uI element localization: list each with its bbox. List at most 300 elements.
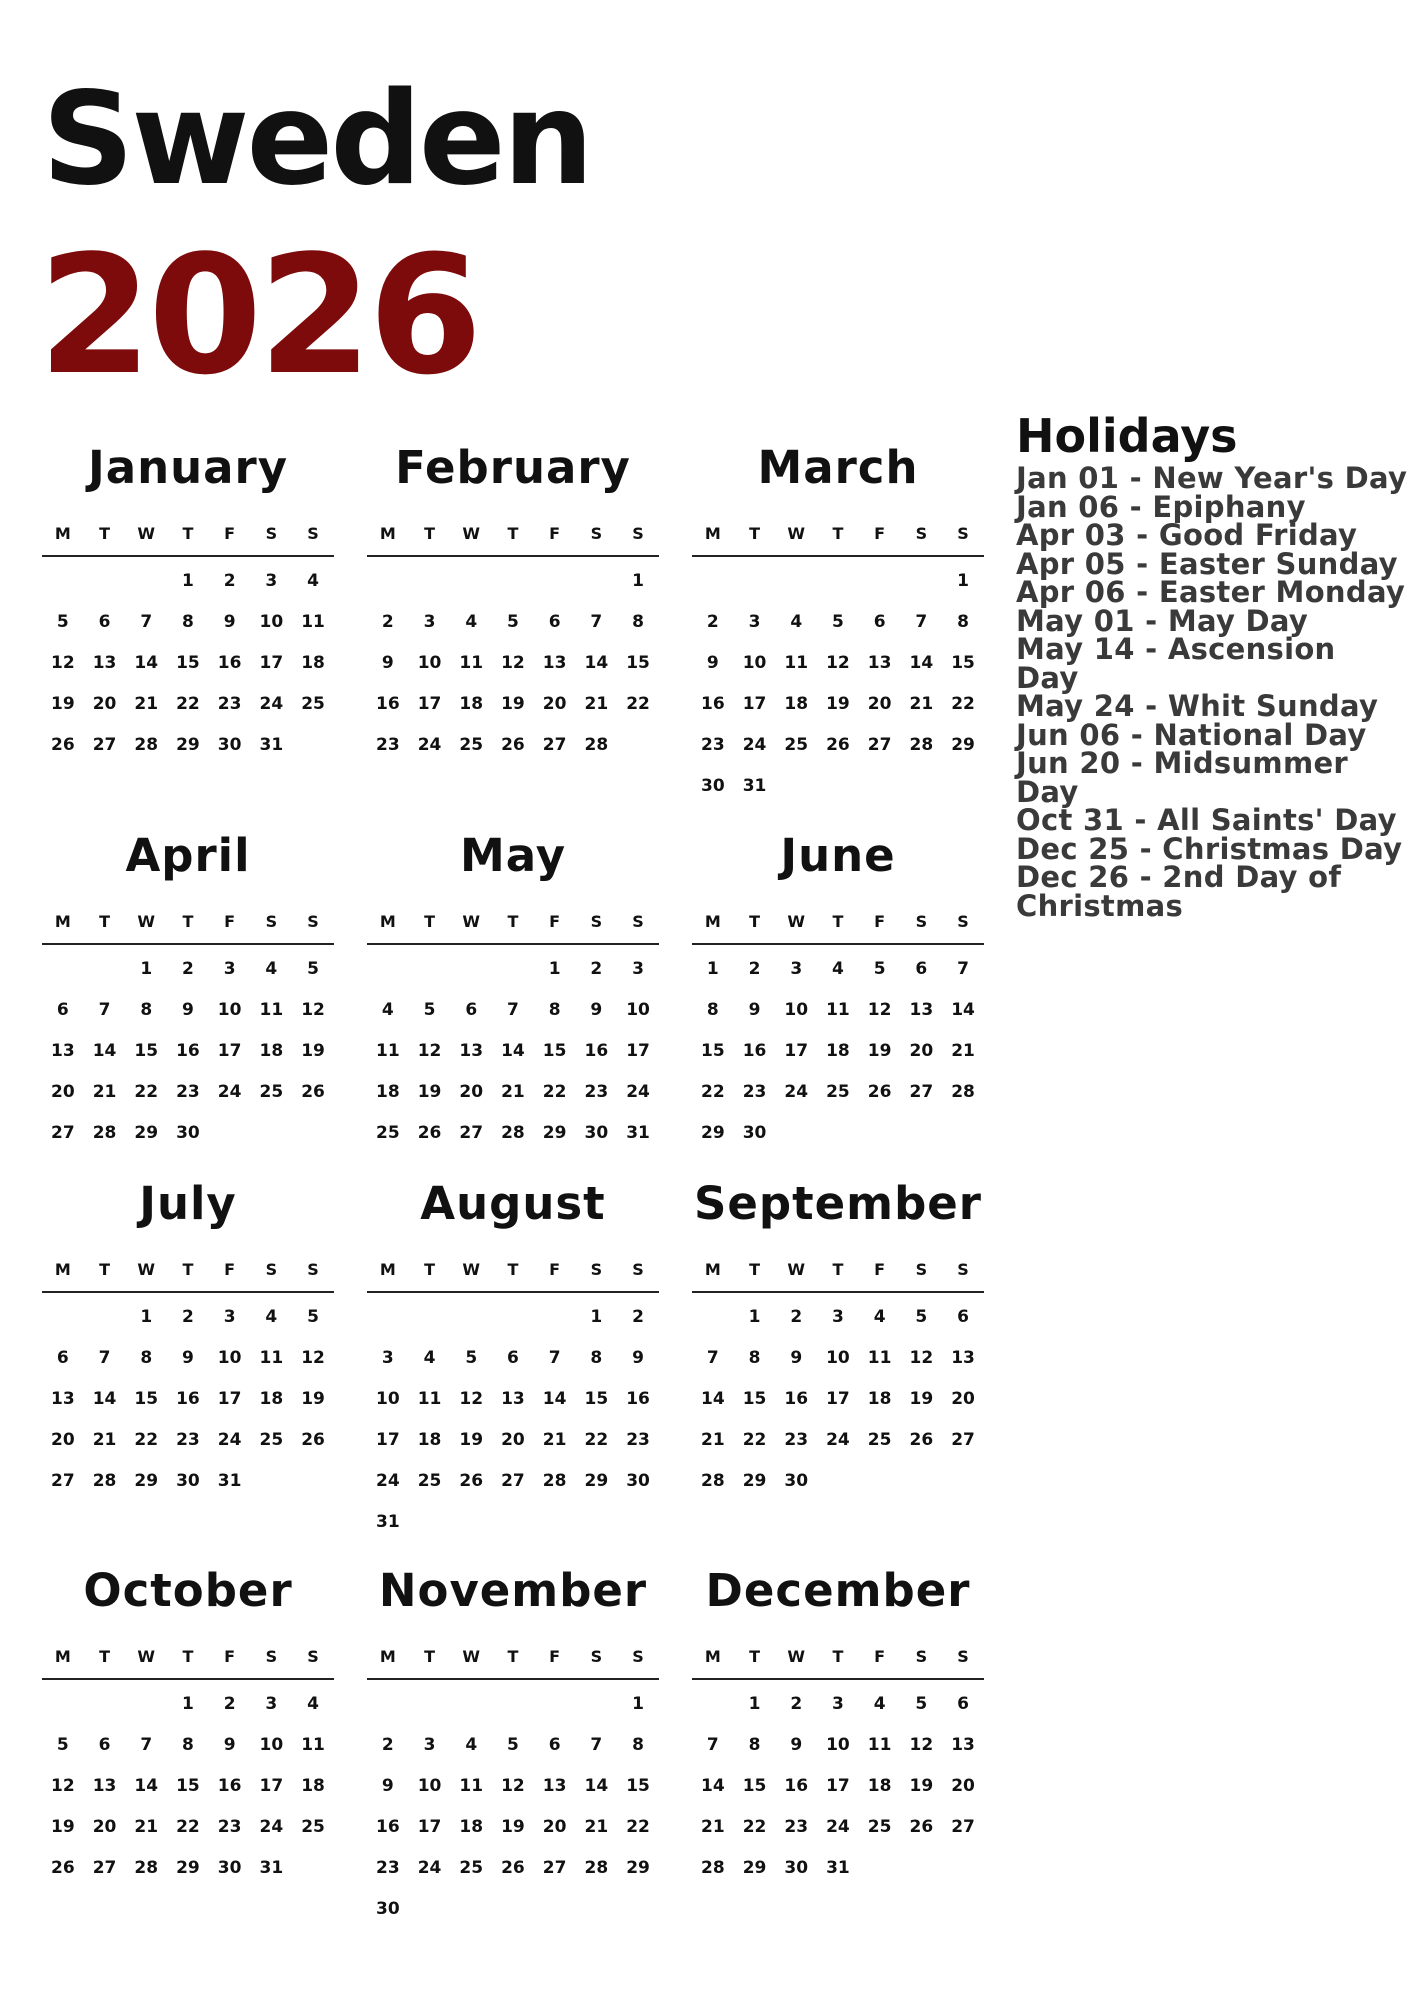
day-cell: 2 — [182, 959, 194, 979]
day-cell: 13 — [51, 1041, 75, 1061]
weekday-header — [367, 1642, 659, 1680]
weekday-label: T — [507, 912, 519, 931]
day-cell: 11 — [376, 1041, 400, 1061]
day-cell: 20 — [92, 694, 117, 714]
weekday-label: T — [832, 1647, 844, 1666]
day-cell: 25 — [459, 735, 484, 755]
month-days — [367, 1293, 659, 1543]
weekday-label: S — [307, 912, 319, 931]
day-cell: 5 — [832, 612, 844, 632]
day-cell: 26 — [301, 1082, 325, 1102]
day-cell: 21 — [701, 1430, 725, 1450]
weekday-label: S — [307, 1647, 319, 1666]
day-cell: 27 — [951, 1430, 975, 1450]
day-cell: 13 — [951, 1348, 975, 1368]
country-title: Sweden — [42, 65, 591, 214]
weekday-label: F — [549, 524, 561, 543]
holiday-list — [1016, 461, 1408, 923]
day-cell: 7 — [957, 959, 969, 979]
day-cell: 27 — [501, 1471, 525, 1491]
day-cell: 26 — [501, 735, 525, 755]
day-cell: 19 — [301, 1389, 325, 1409]
month-july — [42, 1176, 334, 1543]
weekday-label: F — [874, 524, 886, 543]
weekday-label: W — [137, 1260, 156, 1279]
day-cell: 3 — [265, 571, 278, 591]
weekday-label: T — [182, 524, 194, 543]
holiday-item: May 14 - Ascension Day — [1016, 632, 1336, 695]
weekday-label: S — [632, 1647, 644, 1666]
day-cell: 9 — [790, 1348, 803, 1368]
day-cell: 23 — [701, 735, 725, 755]
day-cell: 24 — [259, 694, 284, 714]
day-cell: 10 — [217, 1348, 242, 1368]
day-cell: 25 — [867, 1430, 892, 1450]
day-cell: 25 — [867, 1817, 892, 1837]
weekday-label: T — [507, 1647, 519, 1666]
day-cell: 28 — [701, 1858, 725, 1878]
day-cell: 4 — [423, 1348, 436, 1368]
day-cell: 6 — [465, 1000, 478, 1020]
day-cell: 18 — [784, 694, 809, 714]
day-cell: 29 — [134, 1471, 159, 1491]
day-cell: 4 — [873, 1307, 886, 1327]
day-cell: 24 — [826, 1817, 850, 1837]
day-cell: 28 — [92, 1123, 117, 1143]
day-cell: 2 — [748, 959, 761, 979]
day-cell: 21 — [134, 1817, 159, 1837]
day-cell: 21 — [951, 1041, 975, 1061]
holiday-item: Jun 20 - Midsummer Day — [1016, 746, 1349, 809]
day-cell: 6 — [915, 959, 928, 979]
day-cell: 13 — [909, 1000, 934, 1020]
day-cell: 20 — [459, 1082, 484, 1102]
day-cell: 1 — [548, 959, 561, 979]
month-june — [692, 828, 984, 1195]
weekday-label: W — [137, 912, 156, 931]
day-cell: 8 — [182, 1735, 194, 1755]
day-cell: 19 — [301, 1041, 325, 1061]
day-cell: 29 — [176, 1858, 200, 1878]
holiday-item: May 24 - Whit Sunday — [1016, 689, 1379, 723]
day-cell: 20 — [909, 1041, 934, 1061]
day-cell: 9 — [632, 1348, 644, 1368]
day-cell: 6 — [56, 1000, 69, 1020]
day-cell: 16 — [784, 1389, 809, 1409]
day-cell: 17 — [217, 1041, 242, 1061]
weekday-label: T — [99, 1647, 110, 1666]
day-cell: 30 — [217, 735, 242, 755]
day-cell: 20 — [867, 694, 892, 714]
day-cell: 6 — [873, 612, 886, 632]
day-cell: 30 — [784, 1858, 809, 1878]
day-cell: 29 — [951, 735, 975, 755]
month-days — [692, 1293, 984, 1543]
weekday-label: T — [424, 1647, 435, 1666]
day-cell: 23 — [217, 1817, 242, 1837]
day-cell: 30 — [742, 1123, 767, 1143]
weekday-label: M — [704, 912, 721, 931]
day-cell: 15 — [584, 1389, 609, 1409]
day-cell: 10 — [742, 653, 767, 673]
weekday-label: W — [462, 1647, 481, 1666]
month-name: June — [780, 829, 896, 882]
day-cell: 23 — [176, 1430, 200, 1450]
day-cell: 19 — [909, 1389, 934, 1409]
day-cell: 10 — [626, 1000, 650, 1020]
weekday-label: M — [379, 1260, 396, 1279]
day-cell: 23 — [784, 1430, 809, 1450]
day-cell: 31 — [259, 1858, 284, 1878]
day-cell: 15 — [742, 1776, 767, 1796]
day-cell: 7 — [706, 1735, 719, 1755]
day-cell: 5 — [915, 1694, 928, 1714]
day-cell: 6 — [548, 612, 561, 632]
day-cell: 1 — [632, 571, 644, 591]
day-cell: 24 — [826, 1430, 850, 1450]
day-cell: 11 — [459, 1776, 484, 1796]
day-cell: 11 — [259, 1348, 284, 1368]
day-cell: 27 — [951, 1817, 975, 1837]
day-cell: 29 — [742, 1858, 767, 1878]
day-cell: 30 — [176, 1123, 200, 1143]
day-cell: 10 — [784, 1000, 809, 1020]
day-cell: 6 — [98, 612, 111, 632]
day-cell: 1 — [748, 1694, 761, 1714]
day-cell: 29 — [742, 1471, 767, 1491]
day-cell: 30 — [217, 1858, 242, 1878]
day-cell: 2 — [790, 1307, 803, 1327]
weekday-label: S — [957, 1647, 969, 1666]
weekday-label: F — [224, 912, 236, 931]
day-cell: 10 — [417, 1776, 442, 1796]
day-cell: 25 — [259, 1430, 284, 1450]
weekday-label: S — [632, 524, 644, 543]
day-cell: 5 — [507, 612, 519, 632]
day-cell: 27 — [51, 1471, 75, 1491]
day-cell: 6 — [957, 1694, 969, 1714]
day-cell: 10 — [417, 653, 442, 673]
day-cell: 14 — [909, 653, 934, 673]
day-cell: 5 — [915, 1307, 928, 1327]
day-cell: 29 — [134, 1123, 159, 1143]
day-cell: 17 — [826, 1776, 850, 1796]
day-cell: 20 — [51, 1082, 75, 1102]
month-days — [367, 557, 659, 807]
weekday-header — [367, 907, 659, 945]
month-name: April — [125, 829, 251, 882]
day-cell: 26 — [909, 1430, 934, 1450]
weekday-label: T — [424, 524, 435, 543]
day-cell: 5 — [423, 1000, 436, 1020]
day-cell: 19 — [51, 1817, 75, 1837]
weekday-label: T — [832, 912, 844, 931]
day-cell: 4 — [465, 612, 478, 632]
weekday-label: T — [182, 1260, 194, 1279]
weekday-label: S — [307, 1260, 319, 1279]
day-cell: 2 — [590, 959, 603, 979]
month-days — [42, 1293, 334, 1543]
weekday-label: S — [915, 912, 928, 931]
day-cell: 24 — [417, 1858, 442, 1878]
day-cell: 12 — [301, 1348, 325, 1368]
weekday-header — [692, 1255, 984, 1293]
day-cell: 4 — [307, 1694, 319, 1714]
holiday-item: May 01 - May Day — [1016, 603, 1309, 638]
day-cell: 7 — [590, 612, 603, 632]
month-name: March — [757, 441, 919, 494]
day-cell: 14 — [701, 1389, 725, 1409]
day-cell: 16 — [376, 1817, 400, 1837]
day-cell: 18 — [259, 1389, 284, 1409]
day-cell: 7 — [98, 1000, 111, 1020]
weekday-label: T — [749, 1647, 760, 1666]
weekday-label: F — [224, 524, 236, 543]
day-cell: 14 — [92, 1389, 117, 1409]
day-cell: 26 — [826, 735, 850, 755]
day-cell: 27 — [909, 1082, 934, 1102]
day-cell: 10 — [217, 1000, 242, 1020]
month-name: February — [395, 441, 631, 494]
weekday-label: S — [915, 1260, 928, 1279]
weekday-header — [42, 907, 334, 945]
day-cell: 29 — [701, 1123, 725, 1143]
day-cell: 22 — [134, 1082, 159, 1102]
day-cell: 21 — [501, 1082, 525, 1102]
day-cell: 2 — [182, 1307, 194, 1327]
day-cell: 22 — [626, 1817, 650, 1837]
month-december — [692, 1563, 984, 1930]
holiday-item: Jun 06 - National Day — [1016, 717, 1367, 752]
day-cell: 16 — [626, 1389, 650, 1409]
day-cell: 3 — [832, 1307, 844, 1327]
day-cell: 7 — [590, 1735, 603, 1755]
holidays-title: Holidays — [1016, 409, 1238, 463]
day-cell: 18 — [301, 1776, 325, 1796]
weekday-label: W — [462, 1260, 481, 1279]
day-cell: 28 — [909, 735, 934, 755]
day-cell: 12 — [51, 1776, 75, 1796]
day-cell: 5 — [307, 1307, 319, 1327]
day-cell: 12 — [459, 1389, 484, 1409]
day-cell: 25 — [376, 1123, 400, 1143]
weekday-label: M — [379, 524, 396, 543]
day-cell: 12 — [51, 653, 75, 673]
weekday-label: W — [787, 1260, 806, 1279]
day-cell: 25 — [301, 694, 325, 714]
day-cell: 18 — [376, 1082, 400, 1102]
weekday-label: T — [99, 524, 110, 543]
day-cell: 5 — [56, 1735, 69, 1755]
day-cell: 15 — [542, 1041, 567, 1061]
day-cell: 21 — [909, 694, 934, 714]
day-cell: 20 — [92, 1817, 117, 1837]
weekday-label: T — [507, 1260, 519, 1279]
day-cell: 6 — [957, 1307, 969, 1327]
day-cell: 23 — [376, 735, 400, 755]
day-cell: 26 — [51, 735, 75, 755]
day-cell: 18 — [867, 1389, 892, 1409]
month-january — [42, 440, 334, 807]
day-cell: 16 — [584, 1041, 609, 1061]
month-september — [692, 1176, 984, 1543]
day-cell: 5 — [507, 1735, 519, 1755]
day-cell: 25 — [459, 1858, 484, 1878]
day-cell: 2 — [632, 1307, 644, 1327]
month-name: December — [705, 1564, 971, 1617]
month-march — [692, 440, 984, 807]
holiday-item: Apr 03 - Good Friday — [1016, 518, 1358, 552]
day-cell: 13 — [459, 1041, 484, 1061]
weekday-label: W — [137, 524, 156, 543]
day-cell: 22 — [584, 1430, 609, 1450]
day-cell: 29 — [626, 1858, 650, 1878]
weekday-header — [42, 519, 334, 557]
day-cell: 22 — [134, 1430, 159, 1450]
day-cell: 11 — [301, 1735, 325, 1755]
weekday-label: T — [99, 912, 110, 931]
weekday-label: S — [590, 1260, 603, 1279]
day-cell: 8 — [140, 1000, 153, 1020]
day-cell: 14 — [951, 1000, 975, 1020]
day-cell: 14 — [501, 1041, 525, 1061]
day-cell: 28 — [134, 1858, 159, 1878]
month-name: August — [420, 1177, 606, 1230]
weekday-label: M — [54, 1260, 71, 1279]
day-cell: 28 — [584, 1858, 609, 1878]
day-cell: 2 — [381, 1735, 394, 1755]
weekday-label: S — [265, 1647, 278, 1666]
day-cell: 30 — [701, 776, 725, 796]
weekday-label: M — [704, 524, 721, 543]
day-cell: 26 — [459, 1471, 484, 1491]
day-cell: 13 — [92, 1776, 117, 1796]
day-cell: 14 — [134, 653, 159, 673]
weekday-label: T — [749, 524, 760, 543]
day-cell: 23 — [217, 694, 242, 714]
weekday-label: T — [424, 912, 435, 931]
day-cell: 17 — [259, 653, 284, 673]
holiday-item: Dec 26 - 2nd Day of Christmas — [1016, 860, 1342, 923]
day-cell: 30 — [784, 1471, 809, 1491]
weekday-label: T — [507, 524, 519, 543]
weekday-label: T — [749, 912, 760, 931]
day-cell: 17 — [376, 1430, 400, 1450]
day-cell: 29 — [584, 1471, 609, 1491]
day-cell: 2 — [790, 1694, 803, 1714]
weekday-label: T — [832, 524, 844, 543]
day-cell: 19 — [51, 694, 75, 714]
day-cell: 9 — [381, 1776, 394, 1796]
day-cell: 28 — [92, 1471, 117, 1491]
day-cell: 6 — [548, 1735, 561, 1755]
weekday-label: S — [265, 1260, 278, 1279]
day-cell: 1 — [182, 1694, 194, 1714]
day-cell: 1 — [182, 571, 194, 591]
day-cell: 7 — [98, 1348, 111, 1368]
weekday-label: F — [874, 912, 886, 931]
day-cell: 14 — [701, 1776, 725, 1796]
day-cell: 4 — [265, 1307, 278, 1327]
day-cell: 5 — [873, 959, 886, 979]
day-cell: 16 — [217, 653, 242, 673]
day-cell: 16 — [176, 1389, 200, 1409]
day-cell: 7 — [548, 1348, 561, 1368]
day-cell: 28 — [134, 735, 159, 755]
month-october — [42, 1563, 334, 1930]
month-days — [692, 557, 984, 807]
day-cell: 12 — [826, 653, 850, 673]
day-cell: 10 — [826, 1348, 850, 1368]
weekday-label: S — [307, 524, 319, 543]
weekday-label: S — [632, 912, 644, 931]
day-cell: 16 — [742, 1041, 767, 1061]
day-cell: 7 — [507, 1000, 519, 1020]
day-cell: 15 — [176, 653, 200, 673]
day-cell: 27 — [542, 1858, 567, 1878]
day-cell: 17 — [417, 694, 442, 714]
day-cell: 5 — [56, 612, 69, 632]
day-cell: 4 — [307, 571, 319, 591]
day-cell: 18 — [459, 1817, 484, 1837]
day-cell: 25 — [417, 1471, 442, 1491]
day-cell: 18 — [459, 694, 484, 714]
day-cell: 24 — [259, 1817, 284, 1837]
day-cell: 7 — [140, 612, 153, 632]
day-cell: 9 — [182, 1000, 194, 1020]
month-november — [367, 1563, 659, 1930]
day-cell: 22 — [542, 1082, 567, 1102]
day-cell: 26 — [909, 1817, 934, 1837]
day-cell: 17 — [784, 1041, 809, 1061]
day-cell: 8 — [590, 1348, 603, 1368]
weekday-label: W — [787, 1647, 806, 1666]
day-cell: 8 — [140, 1348, 153, 1368]
day-cell: 23 — [176, 1082, 200, 1102]
day-cell: 15 — [626, 1776, 650, 1796]
day-cell: 7 — [706, 1348, 719, 1368]
day-cell: 14 — [584, 1776, 609, 1796]
day-cell: 2 — [706, 612, 719, 632]
day-cell: 3 — [423, 612, 436, 632]
weekday-label: W — [462, 524, 481, 543]
holiday-item: Apr 06 - Easter Monday — [1016, 575, 1406, 609]
holiday-item: Jan 01 - New Year's Day — [1016, 461, 1408, 495]
day-cell: 19 — [501, 694, 525, 714]
month-may — [367, 828, 659, 1195]
month-days — [367, 945, 659, 1195]
day-cell: 14 — [92, 1041, 117, 1061]
weekday-label: M — [54, 912, 71, 931]
day-cell: 14 — [584, 653, 609, 673]
day-cell: 7 — [140, 1735, 153, 1755]
day-cell: 24 — [217, 1082, 242, 1102]
day-cell: 12 — [417, 1041, 442, 1061]
day-cell: 3 — [748, 612, 761, 632]
day-cell: 10 — [259, 612, 284, 632]
day-cell: 21 — [701, 1817, 725, 1837]
weekday-header — [42, 1255, 334, 1293]
month-name: October — [83, 1564, 293, 1617]
day-cell: 12 — [301, 1000, 325, 1020]
day-cell: 11 — [867, 1735, 892, 1755]
weekday-header — [367, 1255, 659, 1293]
day-cell: 1 — [140, 959, 153, 979]
day-cell: 15 — [951, 653, 975, 673]
day-cell: 15 — [176, 1776, 200, 1796]
day-cell: 22 — [701, 1082, 725, 1102]
holidays-panel — [1016, 409, 1408, 923]
